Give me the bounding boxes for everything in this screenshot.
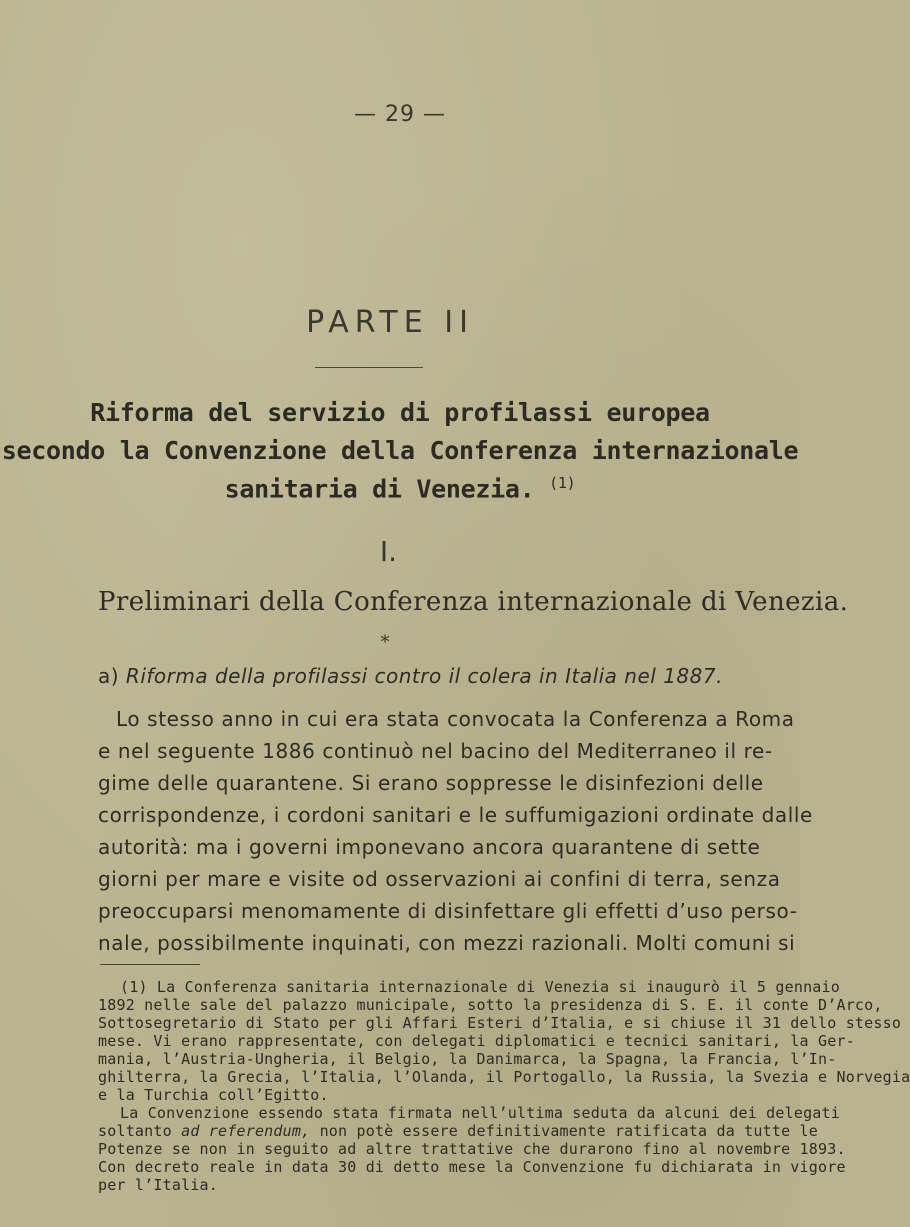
footnote-line: (1) La Conferenza sanitaria internazionale di Venezia si inaugurò il 5 gennaio (120, 978, 840, 996)
part-title-rule (315, 367, 423, 368)
section-numeral: I. (379, 535, 398, 568)
section-title: Preliminari della Conferenza internazionale di Venezia. (98, 587, 849, 617)
chapter-heading-line-3-text: sanitaria di Venezia. (224, 474, 535, 504)
subsection-prefix: a) (98, 664, 120, 688)
footnote-line: La Convenzione essendo stata firmata nell’ultima seduta da alcuni dei delegati (120, 1104, 840, 1122)
footnote-line: Potenze se non in seguito ad altre trattative che durarono fino al novembre 1893. (98, 1140, 846, 1158)
body-line: corrispondenze, i cordoni sanitari e le suffumigazioni ordinate dalle (98, 803, 813, 827)
footnote-line (98, 1122, 818, 1140)
body-line: nale, possibilmente inquinati, con mezzi razionali. Molti comuni si (98, 931, 796, 955)
part-title: PARTE II (306, 305, 474, 340)
asterism: * (380, 632, 390, 653)
footnote-line: 1892 nelle sale del palazzo municipale, sotto la presidenza di S. E. il conte D’Arco, (98, 996, 883, 1014)
body-line: gime delle quarantene. Si erano soppresse le disinfezioni delle (98, 771, 764, 795)
body-line: e nel seguente 1886 continuò nel bacino del Mediterraneo il re- (98, 739, 773, 763)
footnote-line: e la Turchia coll’Egitto. (98, 1086, 329, 1104)
footnote-line: mania, l’Austria-Ungheria, il Belgio, la Danimarca, la Spagna, la Francia, l’In- (98, 1050, 837, 1068)
footnote-line: Con decreto reale in data 30 di detto mese la Convenzione fu dichiarata in vigore (98, 1158, 846, 1176)
chapter-heading-line-3 (0, 474, 800, 503)
footnote-reference: (1) (549, 474, 576, 492)
footnote-text: non potè essere definitivamente ratificata da tutte le (319, 1122, 819, 1140)
footnote-line: per l’Italia. (98, 1176, 218, 1194)
footnote-text: soltanto (98, 1122, 172, 1140)
footnote-line: mese. Vi erano rappresentate, con delegati diplomatici e tecnici sanitari, la Ger- (98, 1032, 855, 1050)
body-line: giorni per mare e visite od osservazioni ai confini di terra, senza (98, 867, 781, 891)
footnote-italic: ad referendum, (181, 1122, 311, 1140)
page-number: — 29 — (354, 102, 446, 127)
footnote-line: Sottosegretario di Stato per gli Affari Esteri d’Italia, e si chiuse il 31 dello stesso (98, 1014, 902, 1032)
chapter-heading-line-2: secondo la Convenzione della Conferenza internazionale (1, 436, 799, 465)
subsection-title: Riforma della profilassi contro il colera in Italia nel 1887. (125, 664, 723, 688)
body-line: preoccuparsi menomamente di disinfettare gli effetti d’uso perso- (98, 899, 798, 923)
body-line: autorità: ma i governi imponevano ancora quarantene di sette (98, 835, 761, 859)
footnote-line: ghilterra, la Grecia, l’Italia, l’Olanda, il Portogallo, la Russia, la Svezia e Norvegia (98, 1068, 910, 1086)
subsection-heading (98, 664, 723, 688)
body-line: Lo stesso anno in cui era stata convocata la Conferenza a Roma (116, 707, 795, 731)
chapter-heading-line-1: Riforma del servizio di profilassi europea (90, 398, 710, 427)
footnote-rule (100, 964, 200, 965)
